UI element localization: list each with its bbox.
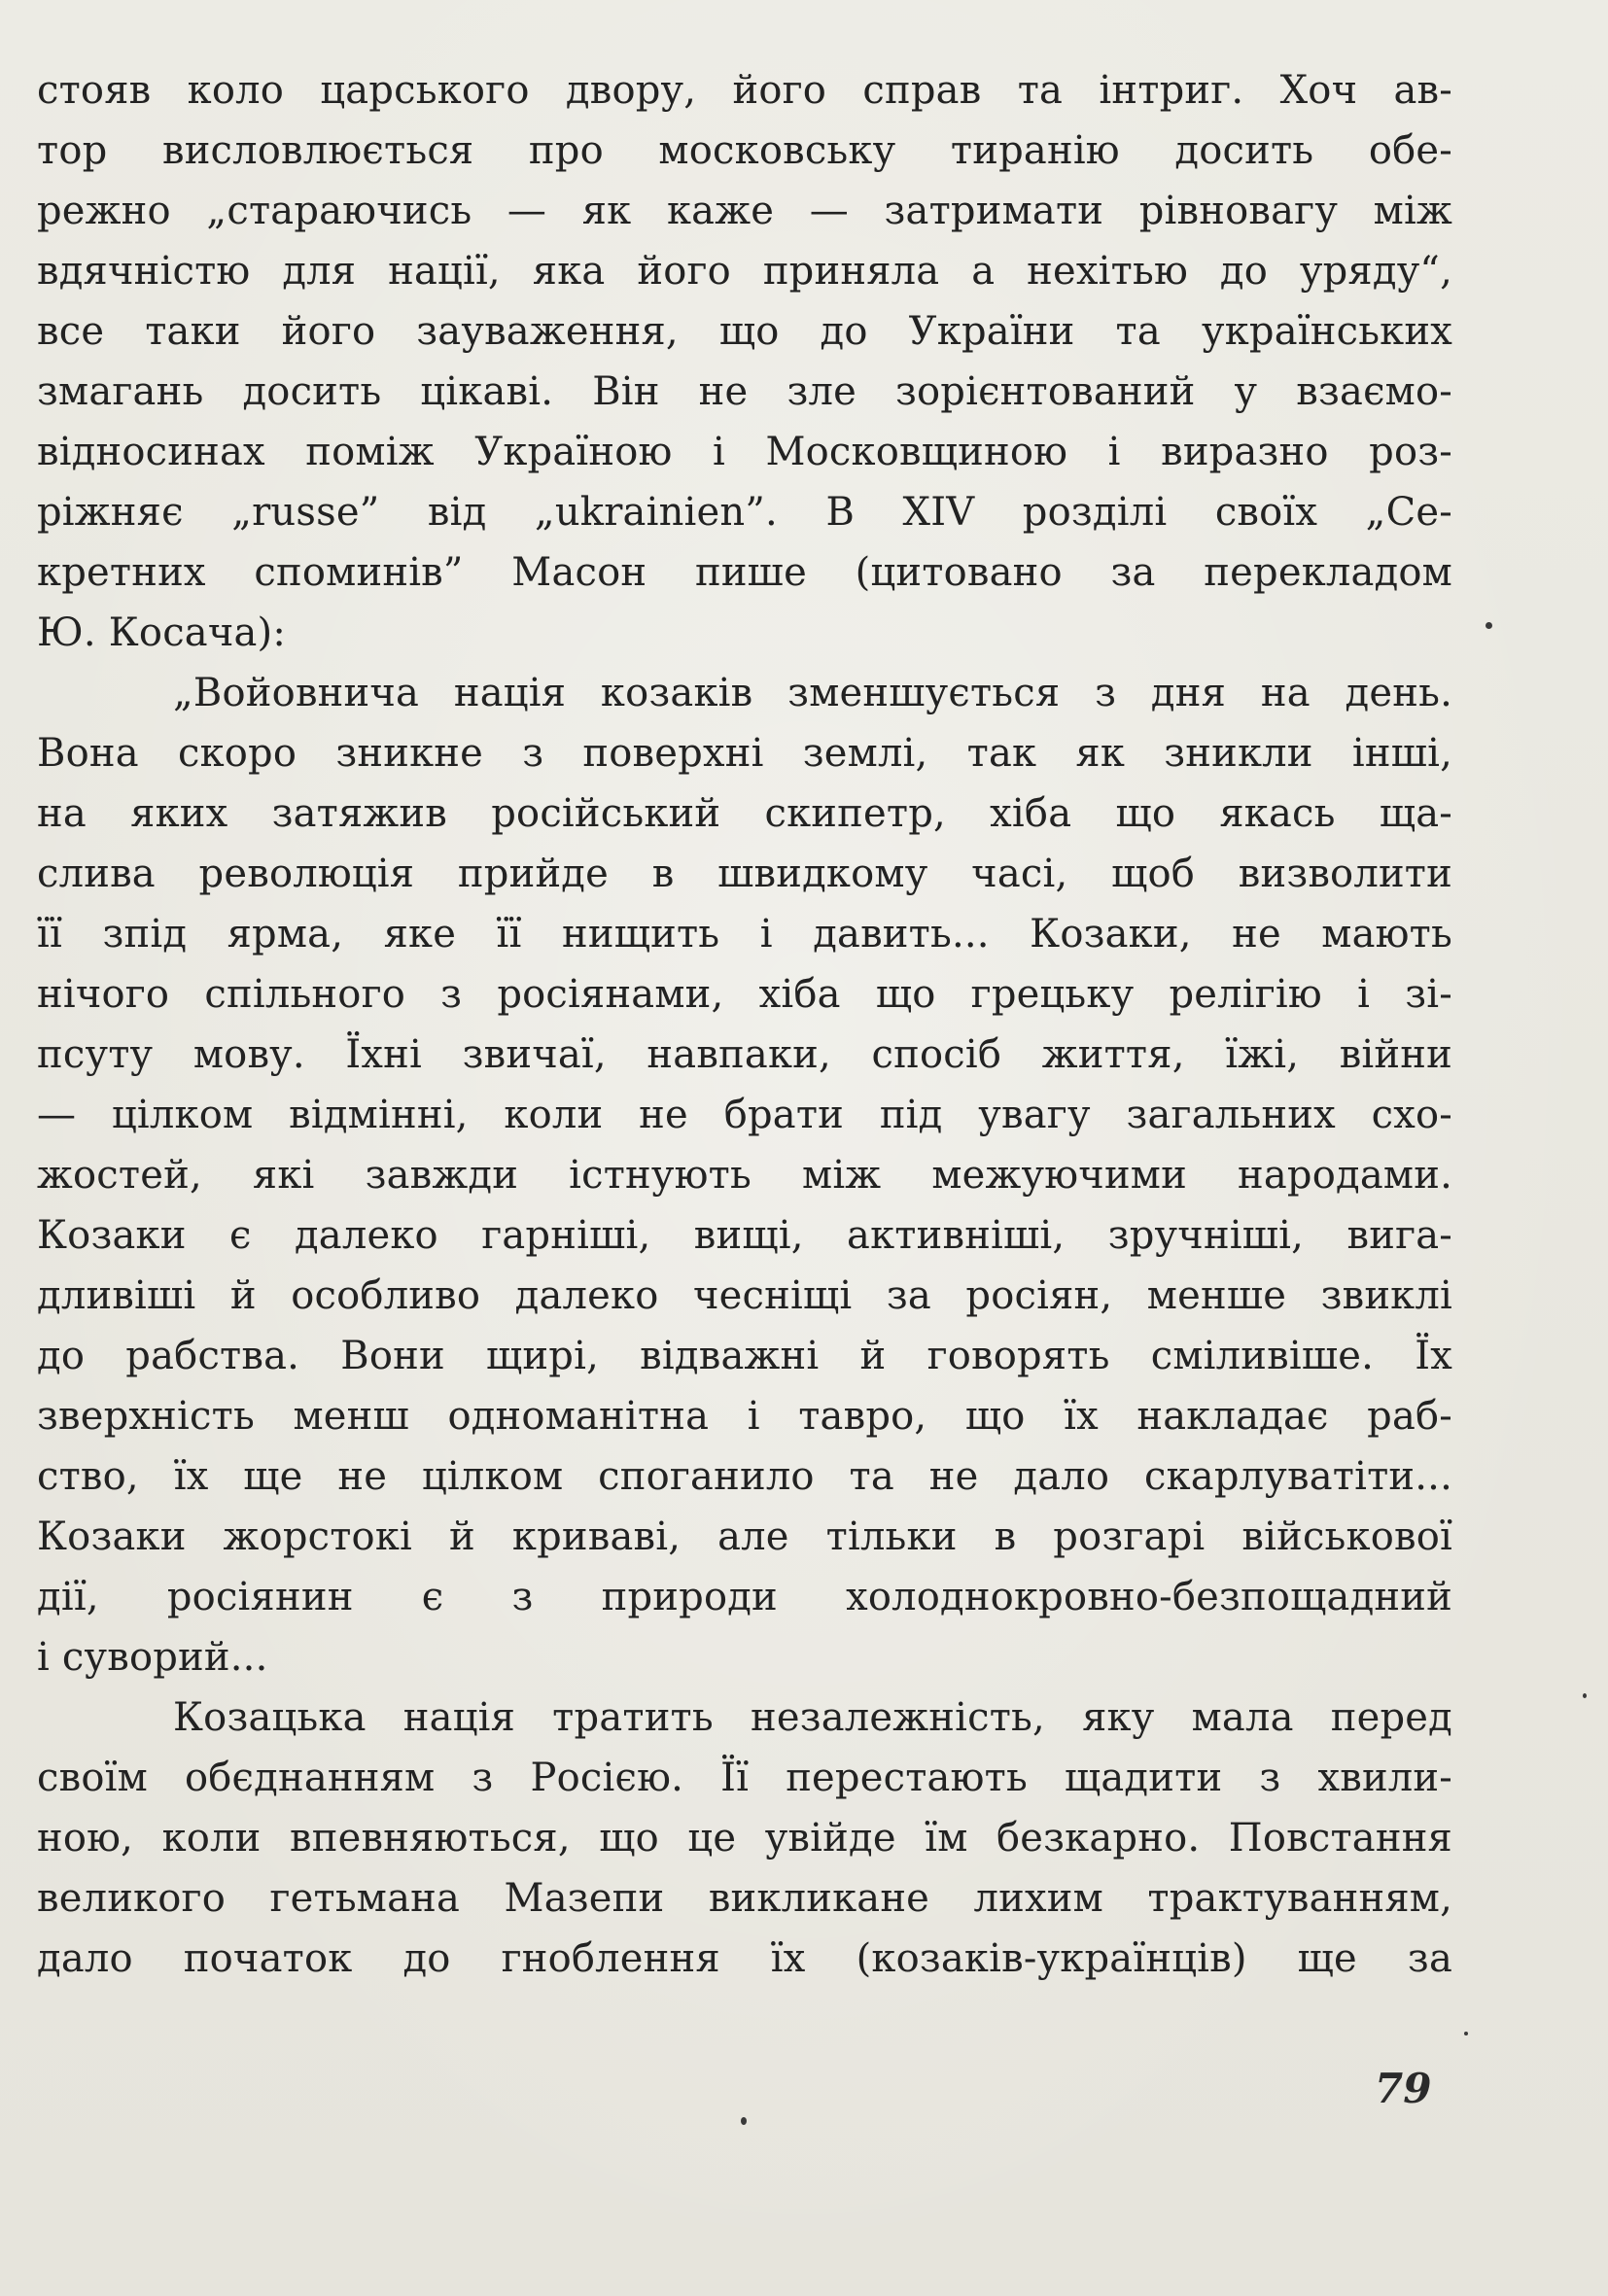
text-line: її зпід ярма, яке її нищить і давить... Козаки, не мають bbox=[37, 912, 1452, 957]
text-line: слива революція прийде в швидкому часі, щоб визволити bbox=[37, 852, 1452, 896]
scan-speck bbox=[1583, 1693, 1587, 1698]
text-line: „Войовнича нація козаків зменшується з дня на день. bbox=[173, 671, 1452, 715]
page-number: 79 bbox=[1375, 2065, 1432, 2112]
text-line: псуту мову. Їхні звичаї, навпаки, спосіб життя, їжі, війни bbox=[37, 1032, 1452, 1077]
text-line: змагань досить цікаві. Він не зле зорієнтований у взаємо- bbox=[37, 369, 1452, 414]
text-line: жостей, які завжди істнують між межуючими народами. bbox=[37, 1153, 1452, 1198]
text-line: ство, їх ще не цілком споганило та не дало скарлуватіти... bbox=[37, 1454, 1452, 1499]
text-line: тор висловлюється про московську тиранію досить обе- bbox=[37, 128, 1452, 173]
text-line: Ю. Косача): bbox=[37, 610, 287, 655]
text-line: зверхність менш одноманітна і тавро, що їх накладає раб- bbox=[37, 1394, 1452, 1439]
paragraph-3 bbox=[37, 1687, 1452, 1989]
text-line: ною, коли впевняються, що це увійде їм безкарно. Повстання bbox=[37, 1816, 1452, 1861]
text-line: дливіші й особливо далеко чесніщі за росіян, менше звиклі bbox=[37, 1273, 1452, 1318]
paragraph-2-quote bbox=[37, 663, 1452, 1687]
text-line: кретних споминів” Масон пише (цитовано за перекладом bbox=[37, 550, 1452, 595]
text-line: вдячністю для нації, яка його приняла а нехітью до уряду“, bbox=[37, 249, 1452, 294]
text-line: дало початок до гноблення їх (козаків-українців) ще за bbox=[37, 1936, 1452, 1981]
text-line: режно „стараючись — як каже — затримати рівновагу між bbox=[37, 189, 1452, 233]
text-line: відносинах поміж Україною і Московщиною і виразно роз- bbox=[37, 430, 1452, 474]
text-line: Козаки є далеко гарніші, вищі, активніші, зручніші, вига- bbox=[37, 1213, 1452, 1258]
text-line: стояв коло царського двору, його справ та інтриг. Хоч ав- bbox=[37, 68, 1452, 113]
paragraph-1 bbox=[37, 60, 1452, 663]
text-line: Козаки жорстокі й криваві, але тільки в розгарі військової bbox=[37, 1514, 1452, 1559]
text-line: Вона скоро зникне з поверхні землі, так як зникли інші, bbox=[37, 731, 1452, 776]
text-line: і суворий... bbox=[37, 1635, 268, 1680]
text-line: великого гетьмана Мазепи викликане лихим трактуванням, bbox=[37, 1876, 1452, 1921]
scan-speck bbox=[1486, 622, 1492, 629]
text-line: своїм обєднанням з Росією. Її перестають щадити з хвили- bbox=[37, 1756, 1452, 1800]
text-line: дії, росіянин є з природи холоднокровно-безпощадний bbox=[37, 1575, 1452, 1619]
page-text bbox=[37, 60, 1452, 1989]
text-line: Козацька нація тратить незалежність, яку мала перед bbox=[173, 1695, 1452, 1740]
text-line: нічого спільного з росіянами, хіба що грецьку релігію і зі- bbox=[37, 972, 1452, 1017]
scan-speck bbox=[1464, 2032, 1468, 2035]
text-line: все таки його зауваження, що до України та українських bbox=[37, 309, 1452, 354]
text-line: ріжняє „russe” від „ukrainien”. В XIV розділі своїх „Се- bbox=[37, 490, 1452, 535]
scan-speck bbox=[741, 2117, 747, 2125]
text-line: на яких затяжив російський скипетр, хіба що якась ща- bbox=[37, 791, 1452, 836]
text-line: — цілком відмінні, коли не брати під увагу загальних схо- bbox=[37, 1093, 1452, 1137]
text-line: до рабства. Вони щирі, відважні й говорять сміливіше. Їх bbox=[37, 1334, 1452, 1378]
